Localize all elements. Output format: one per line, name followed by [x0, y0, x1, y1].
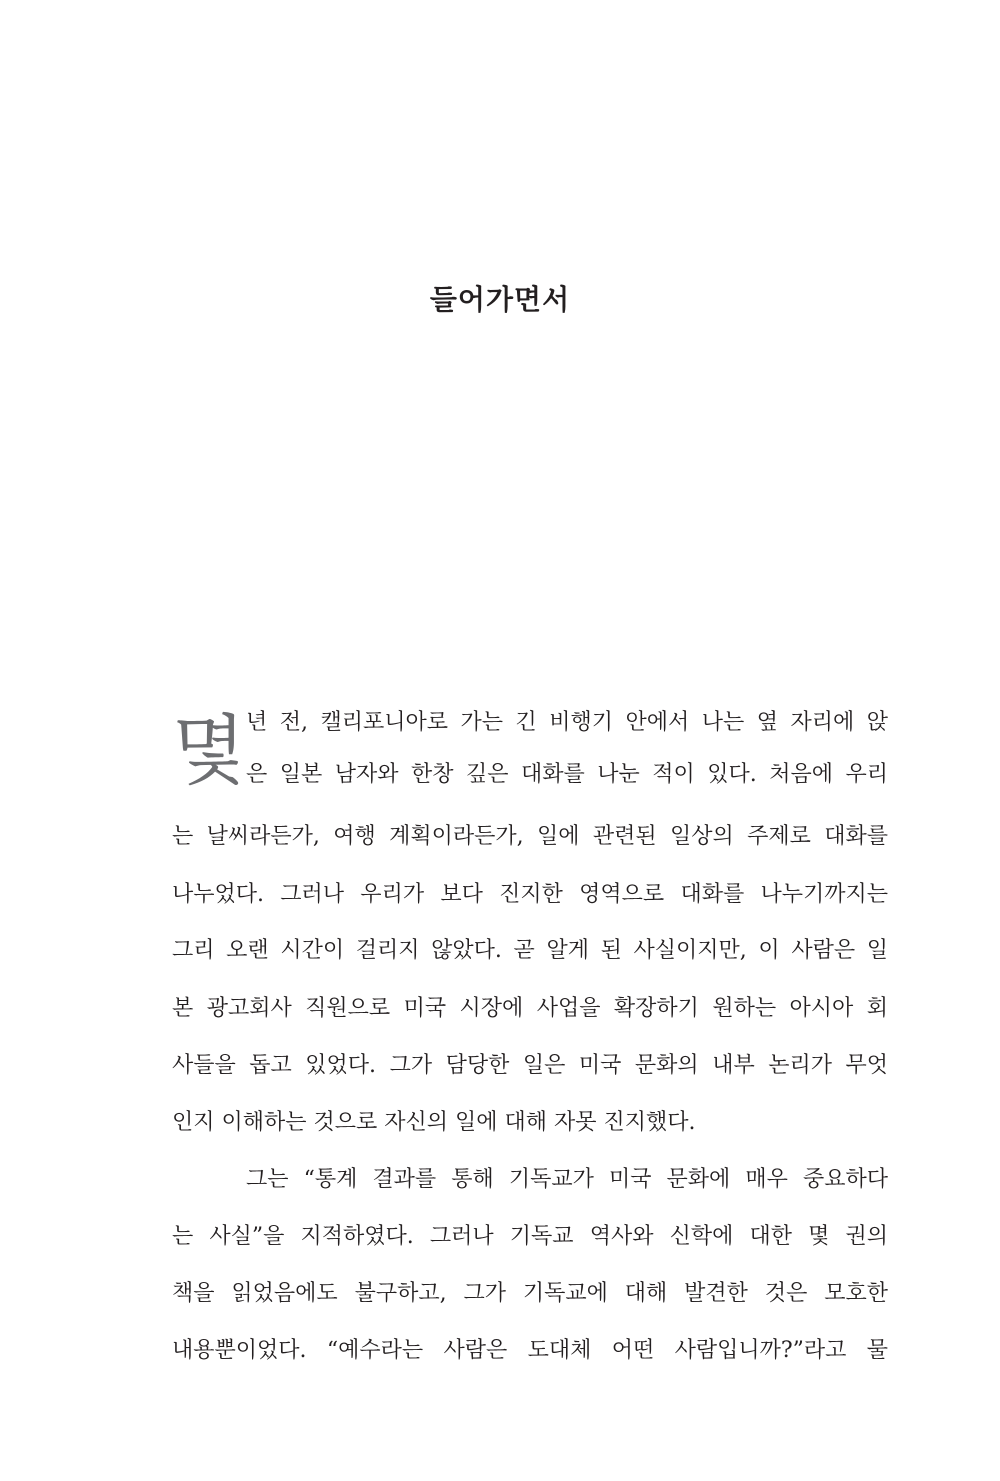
body-line: 내용뿐이었다. “예수라는 사람은 도대체 어떤 사람입니까?”라고 물	[172, 1338, 888, 1363]
body-line: 그는 “통계 결과를 통해 기독교가 미국 문화에 매우 중요하다	[246, 1167, 888, 1192]
body-line: 는 날씨라든가, 여행 계획이라든가, 일에 관련된 일상의 주제로 대화를	[172, 824, 888, 849]
body-line: 책을 읽었음에도 불구하고, 그가 기독교에 대해 발견한 것은 모호한	[172, 1281, 888, 1306]
body-line: 나누었다. 그러나 우리가 보다 진지한 영역으로 대화를 나누기까지는	[172, 882, 888, 907]
body-line: 사들을 돕고 있었다. 그가 담당한 일은 미국 문화의 내부 논리가 무엇	[172, 1053, 888, 1078]
body-line: 년 전, 캘리포니아로 가는 긴 비행기 안에서 나는 옆 자리에 앉	[246, 710, 888, 735]
drop-cap: 몇	[172, 706, 246, 795]
body-line: 은 일본 남자와 한창 깊은 대화를 나눈 적이 있다. 처음에 우리	[246, 762, 888, 787]
body-line: 는 사실”을 지적하였다. 그러나 기독교 역사와 신학에 대한 몇 권의	[172, 1224, 888, 1249]
body-line: 그리 오랜 시간이 걸리지 않았다. 곧 알게 된 사실이지만, 이 사람은 일	[172, 938, 888, 963]
chapter-title: 들어가면서	[429, 283, 571, 316]
body-line: 본 광고회사 직원으로 미국 시장에 사업을 확장하기 원하는 아시아 회	[172, 996, 888, 1021]
body-line: 인지 이해하는 것으로 자신의 일에 대해 자못 진지했다.	[172, 1110, 696, 1135]
